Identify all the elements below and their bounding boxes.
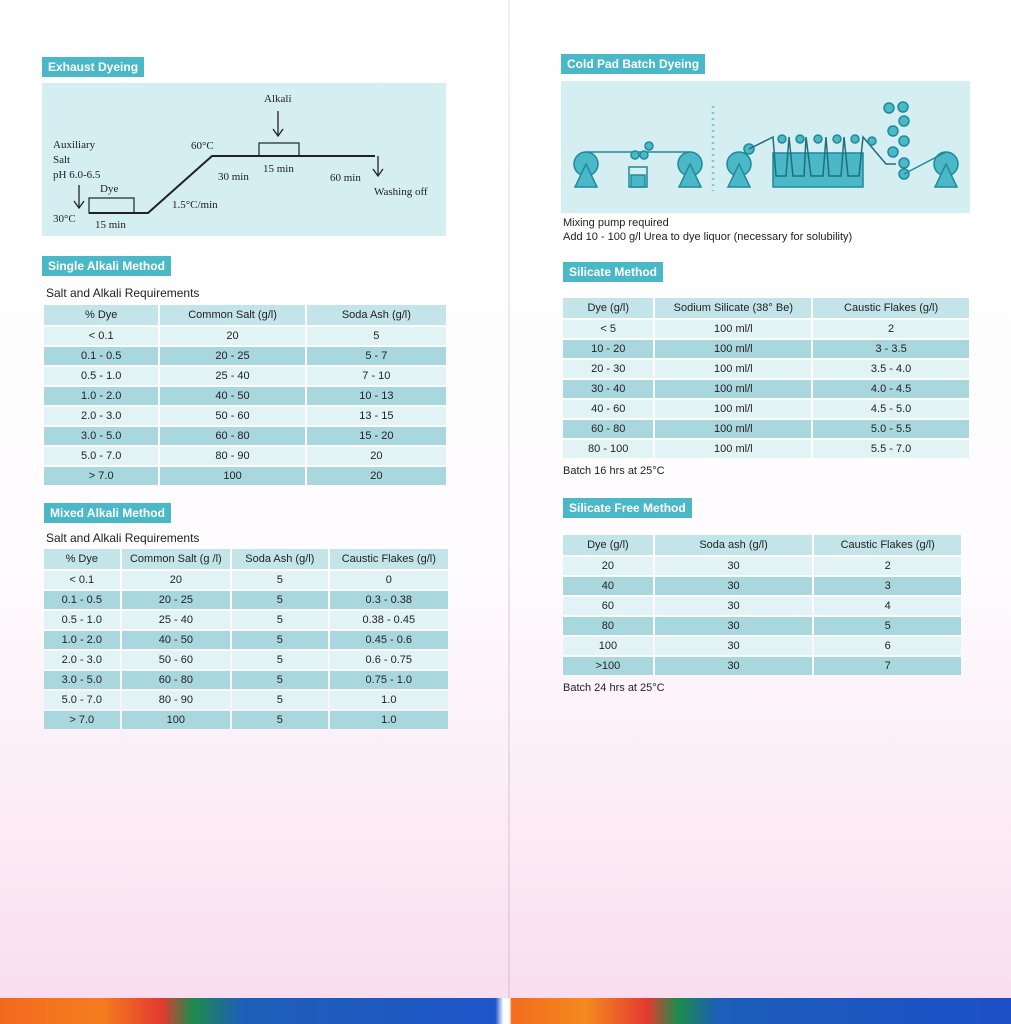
table-row xyxy=(44,387,446,405)
table-cell: < 5 xyxy=(563,320,653,338)
column-header: Common Salt (g /l) xyxy=(122,549,231,569)
table-cell: 100 ml/l xyxy=(655,440,811,458)
table-cell: 20 - 25 xyxy=(122,591,231,609)
table-cell: 5 xyxy=(232,711,327,729)
urea-note: Add 10 - 100 g/l Urea to dye liquor (necessary for solubility) xyxy=(563,231,853,243)
table-cell: 2 xyxy=(814,557,961,575)
cold-pad-batch-heading: Cold Pad Batch Dyeing xyxy=(561,54,705,74)
column-header: Sodium Silicate (38° Be) xyxy=(655,298,811,318)
table-cell: 60 xyxy=(563,597,653,615)
table-row xyxy=(563,577,961,595)
table-cell: 40 xyxy=(563,577,653,595)
table-cell: 40 - 60 xyxy=(563,400,653,418)
table-cell: 2.0 - 3.0 xyxy=(44,407,158,425)
table-cell: 1.0 xyxy=(330,691,448,709)
table-cell: 5 xyxy=(232,651,327,669)
table-row xyxy=(563,557,961,575)
table-row xyxy=(563,657,961,675)
table-cell: 13 - 15 xyxy=(307,407,446,425)
washing-off-label: Washing off xyxy=(374,186,428,198)
column-header: Soda Ash (g/l) xyxy=(232,549,327,569)
table-row xyxy=(44,407,446,425)
dye-label: Dye xyxy=(100,183,119,195)
table-cell: 5 - 7 xyxy=(307,347,446,365)
column-header: Caustic Flakes (g/l) xyxy=(330,549,448,569)
table-cell: 40 - 50 xyxy=(122,631,231,649)
table-cell: 80 - 100 xyxy=(563,440,653,458)
table-cell: 50 - 60 xyxy=(160,407,304,425)
hold-duration-label: 30 min xyxy=(218,171,249,183)
single-alkali-table xyxy=(42,303,448,487)
table-cell: 30 xyxy=(655,637,813,655)
table-cell: 100 ml/l xyxy=(655,320,811,338)
table-cell: 25 - 40 xyxy=(122,611,231,629)
table-cell: 15 - 20 xyxy=(307,427,446,445)
table-row xyxy=(563,637,961,655)
alkali-duration-label: 15 min xyxy=(263,163,294,175)
table-cell: 30 - 40 xyxy=(563,380,653,398)
table-row xyxy=(563,597,961,615)
table-cell: 5 xyxy=(232,631,327,649)
table-cell: 100 xyxy=(563,637,653,655)
table-row xyxy=(563,340,969,358)
table-row xyxy=(44,611,448,629)
table-cell: 4.5 - 5.0 xyxy=(813,400,969,418)
table-cell: 0.38 - 0.45 xyxy=(330,611,448,629)
table-cell: 30 xyxy=(655,597,813,615)
mixing-pump-note: Mixing pump required xyxy=(563,217,669,229)
table-cell: 100 ml/l xyxy=(655,340,811,358)
table-cell: 20 - 25 xyxy=(160,347,304,365)
mixed-alkali-heading: Mixed Alkali Method xyxy=(44,503,171,523)
table-cell: 50 - 60 xyxy=(122,651,231,669)
table-cell: 4 xyxy=(814,597,961,615)
column-header: Common Salt (g/l) xyxy=(160,305,304,325)
table-cell: < 0.1 xyxy=(44,327,158,345)
table-row xyxy=(44,571,448,589)
table-cell: 3.0 - 5.0 xyxy=(44,671,120,689)
table-cell: 1.0 - 2.0 xyxy=(44,631,120,649)
table-cell: >100 xyxy=(563,657,653,675)
table-cell: 2.0 - 3.0 xyxy=(44,651,120,669)
table-cell: 3 - 3.5 xyxy=(813,340,969,358)
table-row xyxy=(563,360,969,378)
table-cell: 100 ml/l xyxy=(655,420,811,438)
silicate-free-table xyxy=(561,533,963,677)
table-cell: 60 - 80 xyxy=(122,671,231,689)
silicate-method-table xyxy=(561,296,971,460)
table-row xyxy=(563,617,961,635)
silicate-batch-note: Batch 16 hrs at 25°C xyxy=(563,465,665,477)
column-header: Soda Ash (g/l) xyxy=(307,305,446,325)
table-cell: 6 xyxy=(814,637,961,655)
mixed-alkali-table xyxy=(42,547,450,731)
table-cell: 3.5 - 4.0 xyxy=(813,360,969,378)
table-cell: 0.3 - 0.38 xyxy=(330,591,448,609)
column-header: Soda ash (g/l) xyxy=(655,535,813,555)
table-cell: 0.1 - 0.5 xyxy=(44,347,158,365)
column-header: Caustic Flakes (g/l) xyxy=(813,298,969,318)
table-row xyxy=(44,467,446,485)
table-cell: 7 - 10 xyxy=(307,367,446,385)
pad-batch-machine-illustration xyxy=(561,81,970,213)
table-cell: 3 xyxy=(814,577,961,595)
table-cell: > 7.0 xyxy=(44,711,120,729)
table-cell: 5 xyxy=(232,591,327,609)
table-row xyxy=(44,447,446,465)
table-row xyxy=(563,320,969,338)
table-row xyxy=(563,440,969,458)
table-row xyxy=(44,711,448,729)
table-cell: 100 ml/l xyxy=(655,360,811,378)
silicate-free-heading: Silicate Free Method xyxy=(563,498,692,518)
table-cell: 30 xyxy=(655,557,813,575)
final-duration-label: 60 min xyxy=(330,172,361,184)
table-cell: 30 xyxy=(655,577,813,595)
table-cell: 10 - 20 xyxy=(563,340,653,358)
cold-pad-batch-diagram xyxy=(561,81,970,213)
table-cell: 5 xyxy=(232,671,327,689)
table-cell: 30 xyxy=(655,657,813,675)
table-row xyxy=(44,591,448,609)
exhaust-dyeing-heading: Exhaust Dyeing xyxy=(42,57,144,77)
table-cell: 100 xyxy=(160,467,304,485)
single-alkali-subtitle: Salt and Alkali Requirements xyxy=(46,286,200,300)
table-row xyxy=(44,631,448,649)
table-cell: 5.5 - 7.0 xyxy=(813,440,969,458)
table-row xyxy=(44,327,446,345)
table-cell: 5 xyxy=(814,617,961,635)
table-cell: 5 xyxy=(232,611,327,629)
silicate-free-batch-note: Batch 24 hrs at 25°C xyxy=(563,682,665,694)
column-header: Dye (g/l) xyxy=(563,535,653,555)
table-cell: 80 xyxy=(563,617,653,635)
table-cell: 80 - 90 xyxy=(122,691,231,709)
table-cell: 0.45 - 0.6 xyxy=(330,631,448,649)
temperature-profile-graph xyxy=(42,83,446,236)
table-cell: 2 xyxy=(813,320,969,338)
table-cell: 5 xyxy=(232,691,327,709)
table-cell: 100 ml/l xyxy=(655,400,811,418)
table-cell: 20 xyxy=(122,571,231,589)
table-cell: 100 ml/l xyxy=(655,380,811,398)
table-cell: 100 xyxy=(122,711,231,729)
table-cell: 20 xyxy=(563,557,653,575)
table-cell: 0.5 - 1.0 xyxy=(44,611,120,629)
table-cell: 5.0 - 5.5 xyxy=(813,420,969,438)
mixed-alkali-subtitle: Salt and Alkali Requirements xyxy=(46,531,200,545)
table-cell: 25 - 40 xyxy=(160,367,304,385)
table-cell: 5 xyxy=(232,571,327,589)
table-cell: 0.1 - 0.5 xyxy=(44,591,120,609)
silicate-method-heading: Silicate Method xyxy=(563,262,663,282)
table-cell: 60 - 80 xyxy=(563,420,653,438)
dye-duration-label: 15 min xyxy=(95,219,126,231)
table-row xyxy=(44,427,446,445)
table-cell: 4.0 - 4.5 xyxy=(813,380,969,398)
table-cell: 20 xyxy=(307,447,446,465)
table-cell: 5.0 - 7.0 xyxy=(44,691,120,709)
decorative-color-strip xyxy=(0,998,1011,1024)
table-row xyxy=(44,347,446,365)
table-cell: 80 - 90 xyxy=(160,447,304,465)
top-temperature-label: 60°C xyxy=(191,140,214,152)
table-row xyxy=(44,671,448,689)
table-cell: 20 - 30 xyxy=(563,360,653,378)
alkali-label: Alkali xyxy=(264,93,292,105)
table-row xyxy=(44,651,448,669)
table-cell: 60 - 80 xyxy=(160,427,304,445)
table-cell: 20 xyxy=(307,467,446,485)
ph-label: pH 6.0-6.5 xyxy=(53,169,101,181)
start-temperature-label: 30°C xyxy=(53,213,76,225)
single-alkali-heading: Single Alkali Method xyxy=(42,256,171,276)
table-cell: 0.5 - 1.0 xyxy=(44,367,158,385)
table-row xyxy=(563,400,969,418)
table-cell: > 7.0 xyxy=(44,467,158,485)
table-cell: 0 xyxy=(330,571,448,589)
table-cell: 3.0 - 5.0 xyxy=(44,427,158,445)
table-row xyxy=(563,420,969,438)
table-cell: 40 - 50 xyxy=(160,387,304,405)
table-cell: < 0.1 xyxy=(44,571,120,589)
column-header: % Dye xyxy=(44,549,120,569)
table-cell: 1.0 - 2.0 xyxy=(44,387,158,405)
salt-label: Salt xyxy=(53,154,71,166)
exhaust-dyeing-diagram xyxy=(42,83,446,236)
table-row xyxy=(44,691,448,709)
table-row xyxy=(44,367,446,385)
table-row xyxy=(563,380,969,398)
auxiliary-label: Auxiliary xyxy=(53,139,96,151)
table-cell: 20 xyxy=(160,327,304,345)
column-header: % Dye xyxy=(44,305,158,325)
table-cell: 0.6 - 0.75 xyxy=(330,651,448,669)
table-cell: 0.75 - 1.0 xyxy=(330,671,448,689)
table-cell: 1.0 xyxy=(330,711,448,729)
column-header: Caustic Flakes (g/l) xyxy=(814,535,961,555)
table-cell: 5.0 - 7.0 xyxy=(44,447,158,465)
heating-rate-label: 1.5°C/min xyxy=(172,199,218,211)
table-cell: 10 - 13 xyxy=(307,387,446,405)
table-cell: 5 xyxy=(307,327,446,345)
column-header: Dye (g/l) xyxy=(563,298,653,318)
table-cell: 7 xyxy=(814,657,961,675)
page-fold xyxy=(508,0,510,1000)
table-cell: 30 xyxy=(655,617,813,635)
